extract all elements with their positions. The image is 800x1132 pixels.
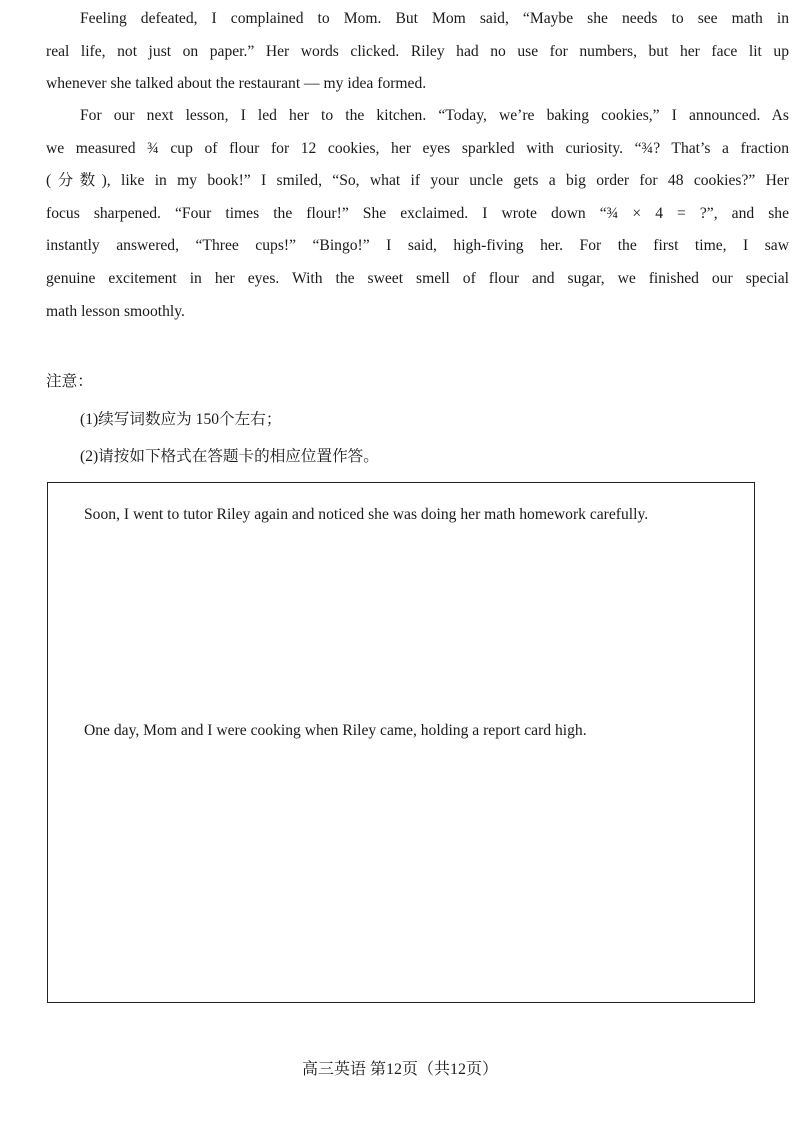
paragraph-line: focus sharpened. “Four times the flour!” She exclaimed. I wrote down “¾ × 4 = ?”, and she: [46, 204, 789, 222]
paragraph-line: For our next lesson, I led her to the kitchen. “Today, we’re baking cookies,” I announced. As: [80, 107, 789, 124]
paragraph-line: (分数), like in my book!” I smiled, “So, what if your uncle gets a big order for 48 cookies?” Her: [46, 172, 789, 190]
paragraph-line: whenever she talked about the restaurant — my idea formed.: [46, 75, 427, 93]
answer-box: [47, 482, 755, 1003]
notes-title: 注意：: [46, 373, 93, 390]
answer-opening-2: One day, Mom and I were cooking when Riley came, holding a report card high.: [84, 722, 587, 739]
story-paragraph-1: [46, 3, 789, 101]
paragraph-line: math lesson smoothly.: [46, 302, 185, 320]
note-item-format: (2)请按如下格式在答题卡的相应位置作答。: [80, 448, 379, 465]
paragraph-line: we measured ¾ cup of flour for 12 cookies, her eyes sparkled with curiosity. “¾? That’s a fraction: [46, 139, 789, 157]
paragraph-line: genuine excitement in her eyes. With the sweet smell of flour and sugar, we finished our special: [46, 269, 789, 287]
paragraph-line: instantly answered, “Three cups!” “Bingo!” I said, high-fiving her. For the first time, I saw: [46, 237, 789, 255]
paragraph-line: Feeling defeated, I complained to Mom. But Mom said, “Maybe she needs to see math in: [80, 10, 789, 27]
note-item-word-count: (1)续写词数应为 150个左右；: [80, 411, 282, 428]
answer-opening-1: Soon, I went to tutor Riley again and noticed she was doing her math homework carefully.: [84, 506, 649, 523]
paragraph-line: real life, not just on paper.” Her words clicked. Riley had no use for numbers, but her face lit up: [46, 42, 789, 60]
page-footer: 高三英语 第12页（共12页）: [301, 1061, 498, 1078]
story-paragraph-2: [46, 100, 789, 328]
